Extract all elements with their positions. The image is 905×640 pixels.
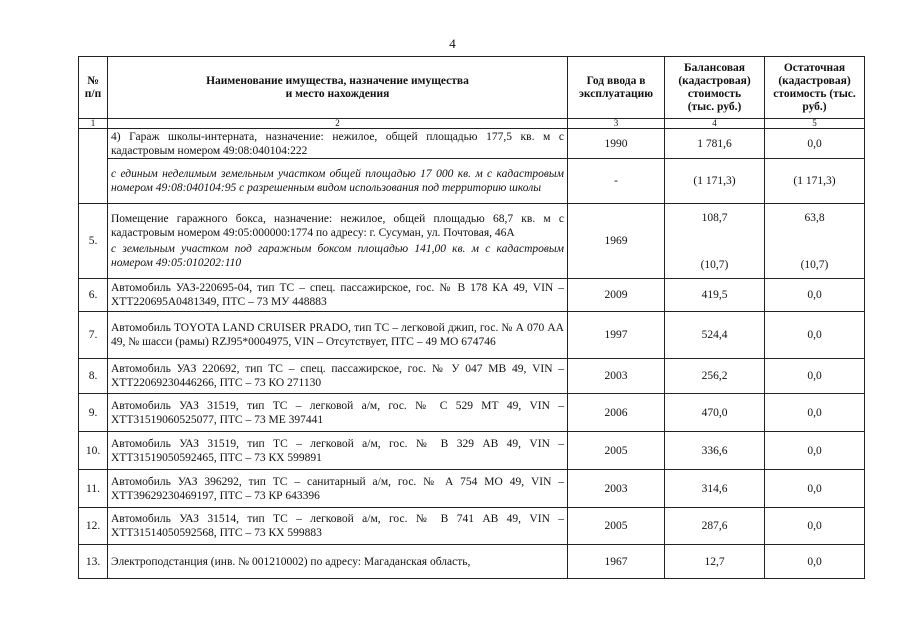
table-row [79,312,865,359]
table-row [79,508,865,545]
land-plot-description: с земельным участком под гаражным боксом площадью 141,00 кв. м с кадастровым номером 49:05:010202:110 [111,243,564,269]
property-name: Автомобиль УАЗ 220692, тип ТС – спец. пассажирское, гос. № У 047 МВ 49, VIN – ХТТ22069230446266, ПТС – 73 КО 271130 [108,359,568,394]
property-name: 4) Гараж школы-интерната, назначение: нежилое, общей площадью 177,5 кв. м с кадастровым номером 49:08:040104:222 [108,129,568,159]
balance-value: 419,5 [665,279,765,312]
property-table [78,56,865,579]
balance-value: 287,6 [665,508,765,545]
column-number-row [79,119,865,129]
column-number: 1 [79,119,108,129]
residual-value-main: 63,8 [804,212,825,224]
table-row [79,470,865,508]
row-number: 9. [79,394,108,432]
property-name [108,204,568,279]
row-number: 10. [79,432,108,470]
page-number: 4 [449,36,456,51]
table-row [79,394,865,432]
commission-year: 2005 [568,432,665,470]
residual-value: 0,0 [765,508,865,545]
row-number: 8. [79,359,108,394]
residual-value-land: (10,7) [800,259,829,271]
row-number: 5. [79,204,108,279]
balance-value: 1 781,6 [665,129,765,159]
header-balance: Балансовая (кадастровая) стоимость (тыс. руб.) [665,57,765,119]
balance-value-land: (10,7) [700,259,729,271]
commission-year: 1990 [568,129,665,159]
balance-value: 524,4 [665,312,765,359]
balance-value [665,204,765,279]
property-name: Автомобиль УАЗ 396292, тип ТС – санитарный а/м, гос. № А 754 МО 49, VIN – ХТТ39629230469197, ПТС – 73 КР 643396 [108,470,568,508]
header-residual: Остаточная (кадастровая) стоимость (тыс. руб.) [765,57,865,119]
balance-value: 314,6 [665,470,765,508]
balance-value: 336,6 [665,432,765,470]
balance-value: (1 171,3) [665,159,765,204]
commission-year: 1997 [568,312,665,359]
row-number [79,129,108,204]
commission-year: 2005 [568,508,665,545]
row-number: 11. [79,470,108,508]
property-name: Автомобиль УАЗ 31519, тип ТС – легковой а/м, гос. № С 529 МТ 49, VIN – ХТТ31519060525077, ПТС – 73 МЕ 397441 [108,394,568,432]
table-row [79,159,865,204]
property-name-main: Помещение гаражного бокса, назначение: нежилое, общей площадью 68,7 кв. м с кадастровым номером 49:05:000000:1774 по адресу: г. Сусуман, ул. Почтовая, 46А [111,213,564,239]
commission-year: 1969 [568,204,665,279]
property-name: Электроподстанция (инв. № 001210002) по адресу: Магаданская область, [108,545,568,579]
commission-year: 1967 [568,545,665,579]
balance-value-main: 108,7 [701,212,728,224]
column-number: 5 [765,119,865,129]
table-row [79,129,865,159]
column-number: 3 [568,119,665,129]
table-row [79,359,865,394]
commission-year: - [568,159,665,204]
column-number: 2 [108,119,568,129]
residual-value: 0,0 [765,545,865,579]
row-number: 7. [79,312,108,359]
header-name: Наименование имущества, назначение имущества и место нахождения [108,57,568,119]
residual-value: 0,0 [765,470,865,508]
residual-value: 0,0 [765,312,865,359]
table-row [79,432,865,470]
property-name: Автомобиль TOYOTA LAND CRUISER PRADO, тип ТС – легковой джип, гос. № А 070 АА 49, № шасси (рамы) RZJ95*0004975, VIN – Отсутствует, ПТС – 49 МО 674746 [108,312,568,359]
residual-value [765,204,865,279]
residual-value: 0,0 [765,129,865,159]
balance-value: 256,2 [665,359,765,394]
header-year: Год ввода в эксплуатацию [568,57,665,119]
residual-value: 0,0 [765,394,865,432]
residual-value: (1 171,3) [765,159,865,204]
row-number: 13. [79,545,108,579]
row-number: 12. [79,508,108,545]
table-header-row [79,57,865,119]
commission-year: 2003 [568,470,665,508]
table-row [79,204,865,279]
balance-value: 470,0 [665,394,765,432]
residual-value: 0,0 [765,279,865,312]
header-num: № п/п [79,57,108,119]
land-plot-description: с единым неделимым земельным участком общей площадью 17 000 кв. м с кадастровым номером 49:08:040104:95 с разрешенным видом использования под территорию школы [108,159,568,204]
table-row [79,279,865,312]
commission-year: 2006 [568,394,665,432]
property-name: Автомобиль УАЗ-220695-04, тип ТС – спец. пассажирское, гос. № В 178 КА 49, VIN – ХТТ220695А0481349, ПТС – 73 МУ 448883 [108,279,568,312]
column-number: 4 [665,119,765,129]
commission-year: 2003 [568,359,665,394]
residual-value: 0,0 [765,432,865,470]
property-name: Автомобиль УАЗ 31514, тип ТС – легковой а/м, гос. № В 741 АВ 49, VIN – ХТТ31514050592568, ПТС – 73 КХ 599883 [108,508,568,545]
table-row [79,545,865,579]
balance-value: 12,7 [665,545,765,579]
commission-year: 2009 [568,279,665,312]
row-number: 6. [79,279,108,312]
property-name: Автомобиль УАЗ 31519, тип ТС – легковой а/м, гос. № В 329 АВ 49, VIN – ХТТ31519050592465, ПТС – 73 КХ 599891 [108,432,568,470]
residual-value: 0,0 [765,359,865,394]
